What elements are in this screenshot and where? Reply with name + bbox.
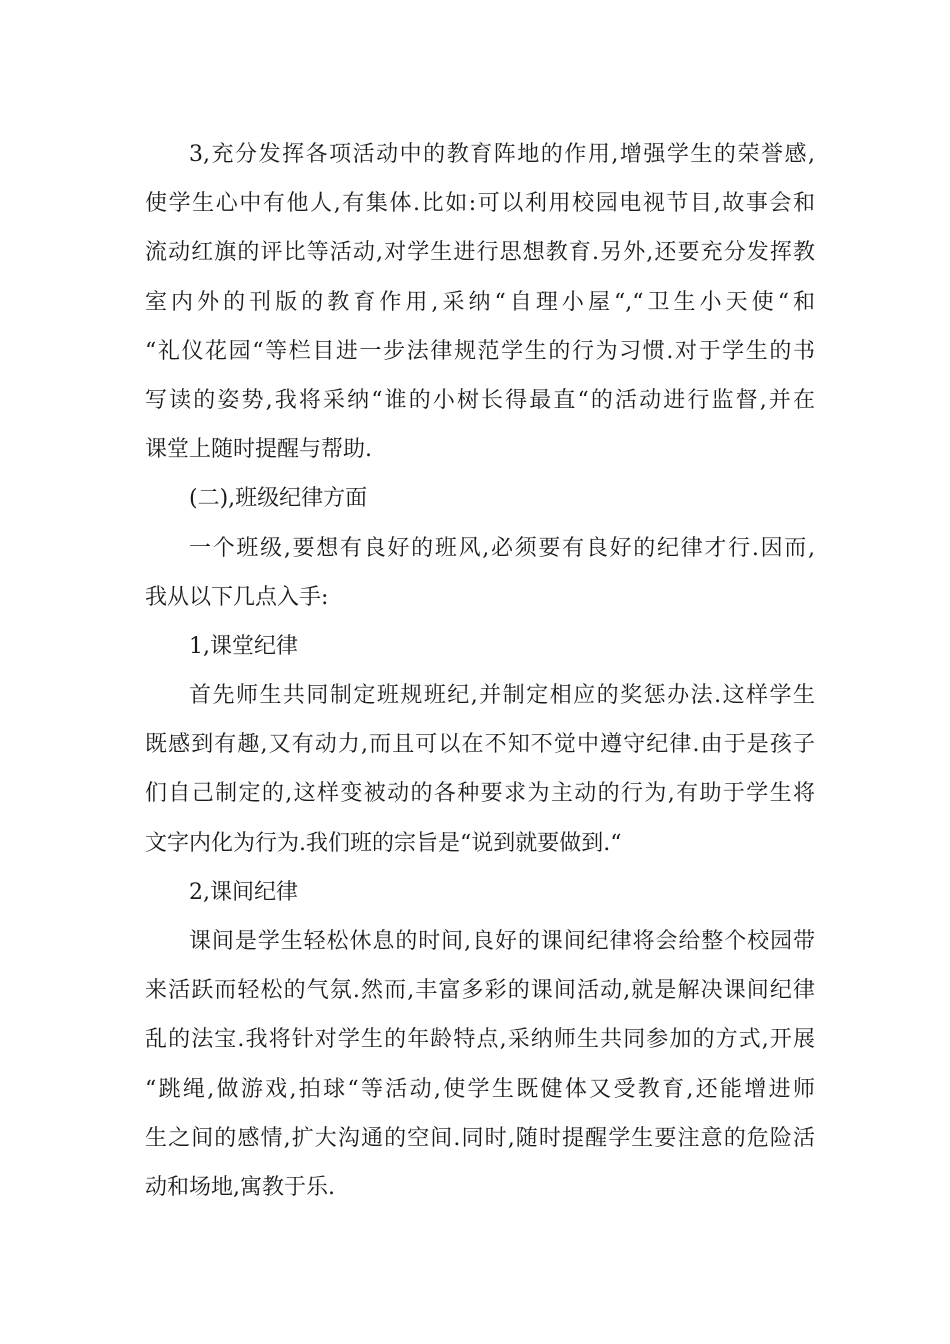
paragraph-line-13: 既感到有趣,又有动力,而且可以在不知不觉中遵守纪律.由于是孩子: [145, 732, 815, 758]
paragraph-line-2: 使学生心中有他人,有集体.比如:可以利用校园电视节目,故事会和: [145, 191, 815, 217]
paragraph-line-9: 一个班级,要想有良好的班风,必须要有良好的纪律才行.因而,: [189, 535, 815, 561]
paragraph-line-17: 课间是学生轻松休息的时间,良好的课间纪律将会给整个校园带: [189, 929, 815, 954]
subheading-classroom-discipline: 1,课堂纪律: [189, 633, 298, 659]
paragraph-line-19: 乱的法宝.我将针对学生的年龄特点,采纳师生共同参加的方式,开展: [145, 1027, 815, 1053]
paragraph-line-12: 首先师生共同制定班规班纪,并制定相应的奖惩办法.这样学生: [189, 683, 815, 709]
paragraph-line-21: 生之间的感情,扩大沟通的空间.同时,随时提醒学生要注意的危险活: [145, 1125, 815, 1151]
paragraph-line-10: 我从以下几点入手:: [145, 584, 329, 610]
paragraph-line-22: 动和场地,寓教于乐.: [145, 1174, 335, 1200]
paragraph-line-14: 们自己制定的,这样变被动的各种要求为主动的行为,有助于学生将: [145, 781, 815, 807]
paragraph-line-15: 文字内化为行为.我们班的宗旨是“说到就要做到.“: [145, 830, 622, 856]
paragraph-line-3: 流动红旗的评比等活动,对学生进行思想教育.另外,还要充分发挥教: [145, 240, 815, 266]
paragraph-line-18: 来活跃而轻松的气氛.然而,丰富多彩的课间活动,就是解决课间纪律: [145, 978, 815, 1004]
subheading-break-discipline: 2,课间纪律: [189, 879, 298, 905]
paragraph-line-7: 课堂上随时提醒与帮助.: [145, 437, 372, 463]
paragraph-line-1: 3,充分发挥各项活动中的教育阵地的作用,增强学生的荣誉感,: [189, 142, 815, 167]
paragraph-line-5: “礼仪花园“等栏目进一步法律规范学生的行为习惯.对于学生的书: [145, 338, 815, 364]
paragraph-line-20: “跳绳,做游戏,拍球“等活动,使学生既健体又受教育,还能增进师: [145, 1076, 815, 1102]
document-body: [145, 130, 815, 1212]
paragraph-line-6: 写读的姿势,我将采纳“谁的小树长得最直“的活动进行监督,并在: [145, 387, 815, 413]
paragraph-line-4: 室内外的刊版的教育作用,采纳“自理小屋“,“卫生小天使“和: [145, 289, 815, 315]
section-heading: (二),班级纪律方面: [189, 486, 368, 512]
